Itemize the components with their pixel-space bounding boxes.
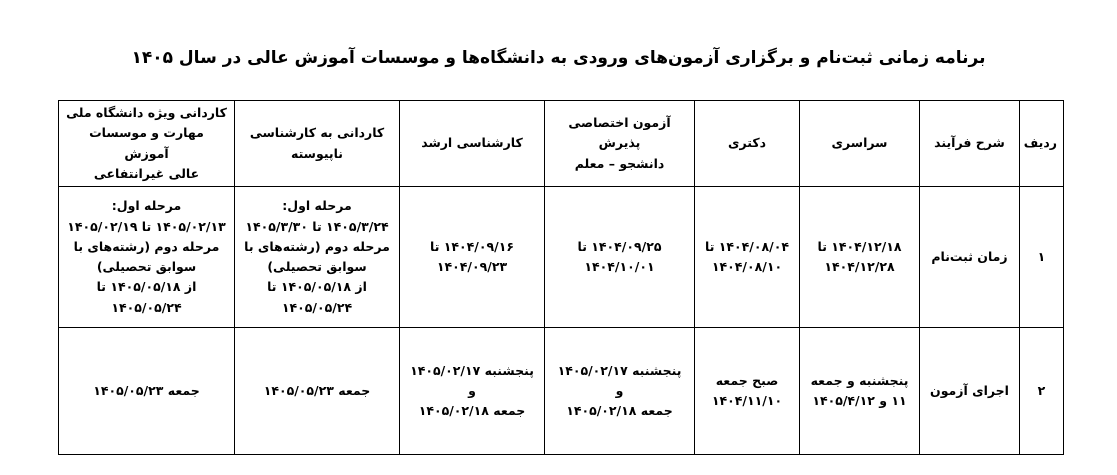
cell-masters bbox=[400, 187, 545, 328]
cell-doctorate bbox=[695, 328, 800, 455]
header-special bbox=[545, 101, 695, 187]
cell-associate bbox=[59, 328, 235, 455]
cell-doctorate bbox=[695, 187, 800, 328]
cell-special bbox=[545, 328, 695, 455]
cell-line: ۱۴۰۴/۰۹/۲۵ تا bbox=[577, 238, 662, 254]
cell-line: جمعه ۱۴۰۵/۰۲/۱۸ bbox=[418, 403, 526, 419]
cell-process: زمان ثبت‌نام bbox=[920, 187, 1020, 328]
cell-line: ۱۴۰۴/۱۱/۱۰ bbox=[711, 393, 783, 408]
cell-line: مرحله اول: bbox=[111, 198, 182, 214]
header-bachelor-discontinuous bbox=[235, 101, 400, 187]
cell-line: پنجشنبه و جمعه bbox=[810, 372, 909, 388]
cell-line: ۱۴۰۴/۱۲/۱۸ تا bbox=[817, 238, 902, 254]
cell-line: صبح جمعه bbox=[715, 372, 779, 388]
cell-line: از ۱۴۰۵/۰۵/۱۸ تا bbox=[96, 279, 197, 295]
header-doctorate: دکتری bbox=[695, 101, 800, 187]
cell-line: ۱۴۰۵/۰۲/۱۳ تا ۱۴۰۵/۰۲/۱۹ bbox=[67, 218, 226, 234]
header-line: آزمون اختصاصی پذیرش bbox=[568, 115, 671, 151]
cell-line: ۱۴۰۴/۰۸/۰۴ تا bbox=[705, 238, 789, 254]
cell-line: ۱۴۰۴/۰۹/۲۳ bbox=[436, 259, 508, 274]
cell-bachelor-discontinuous bbox=[235, 328, 400, 455]
cell-process: اجرای آزمون bbox=[920, 328, 1020, 455]
cell-sarasari bbox=[800, 187, 920, 328]
cell-line: جمعه ۱۴۰۵/۰۲/۱۸ bbox=[566, 403, 673, 419]
cell-line: جمعه ۱۴۰۵/۰۵/۲۳ bbox=[263, 382, 371, 398]
cell-line: جمعه ۱۴۰۵/۰۵/۲۳ bbox=[93, 382, 200, 398]
cell-line: پنجشنبه ۱۴۰۵/۰۲/۱۷ bbox=[557, 362, 682, 378]
header-sarasari: سراسری bbox=[800, 101, 920, 187]
cell-line: ۱۱ و ۱۴۰۵/۴/۱۲ bbox=[812, 393, 907, 408]
cell-line: پنجشنبه ۱۴۰۵/۰۲/۱۷ bbox=[410, 362, 534, 378]
header-masters: کارشناسی ارشد bbox=[400, 101, 545, 187]
cell-associate bbox=[59, 187, 235, 328]
cell-row-no: ۲ bbox=[1020, 328, 1064, 455]
header-line: ناپیوسته bbox=[291, 145, 343, 161]
table-row bbox=[59, 328, 1064, 455]
header-row bbox=[59, 101, 1064, 187]
header-line: مهارت و موسسات آموزش bbox=[89, 125, 204, 161]
header-line: عالی غیرانتفاعی bbox=[93, 165, 200, 181]
cell-line: و bbox=[468, 382, 476, 398]
header-row-no: ردیف bbox=[1020, 101, 1064, 187]
header-line: کاردانی ویژه دانشگاه ملی bbox=[66, 105, 227, 120]
cell-line: ۱۴۰۵/۰۵/۲۴ bbox=[281, 299, 353, 315]
schedule-table bbox=[58, 100, 1064, 455]
document-title: برنامه زمانی ثبت‌نام و برگزاری آزمون‌های ورودی به دانشگاه‌ها و موسسات آموزش عالی در سال ۱۴۰۵ bbox=[131, 48, 986, 68]
cell-line: ۱۴۰۵/۳/۲۴ تا ۱۴۰۵/۳/۳۰ bbox=[245, 218, 389, 234]
cell-line: ۱۴۰۴/۱۰/۰۱ bbox=[584, 259, 655, 274]
cell-row-no: ۱ bbox=[1020, 187, 1064, 328]
cell-line: از ۱۴۰۵/۰۵/۱۸ تا bbox=[267, 279, 367, 295]
cell-line: مرحله اول: bbox=[282, 198, 352, 214]
header-line: دانشجو – معلم bbox=[574, 155, 665, 171]
cell-sarasari bbox=[800, 328, 920, 455]
cell-line: ۱۴۰۴/۰۸/۱۰ bbox=[711, 259, 783, 274]
cell-line: و bbox=[615, 382, 624, 398]
header-process: شرح فرآیند bbox=[920, 101, 1020, 187]
cell-masters bbox=[400, 328, 545, 455]
cell-line: ۱۴۰۴/۱۲/۲۸ bbox=[824, 259, 895, 274]
cell-line: مرحله دوم (رشته‌های با bbox=[244, 238, 390, 254]
cell-special bbox=[545, 187, 695, 328]
table-row bbox=[59, 187, 1064, 328]
header-associate bbox=[59, 101, 235, 187]
cell-line: ۱۴۰۴/۰۹/۱۶ تا bbox=[430, 238, 514, 254]
cell-line: مرحله دوم (رشته‌های با bbox=[73, 238, 220, 254]
cell-bachelor-discontinuous bbox=[235, 187, 400, 328]
header-line: کاردانی به کارشناسی bbox=[249, 125, 385, 141]
cell-line: سوابق تحصیلی) bbox=[267, 259, 367, 274]
cell-line: سوابق تحصیلی) bbox=[96, 259, 197, 274]
cell-line: ۱۴۰۵/۰۵/۲۴ bbox=[111, 299, 182, 315]
